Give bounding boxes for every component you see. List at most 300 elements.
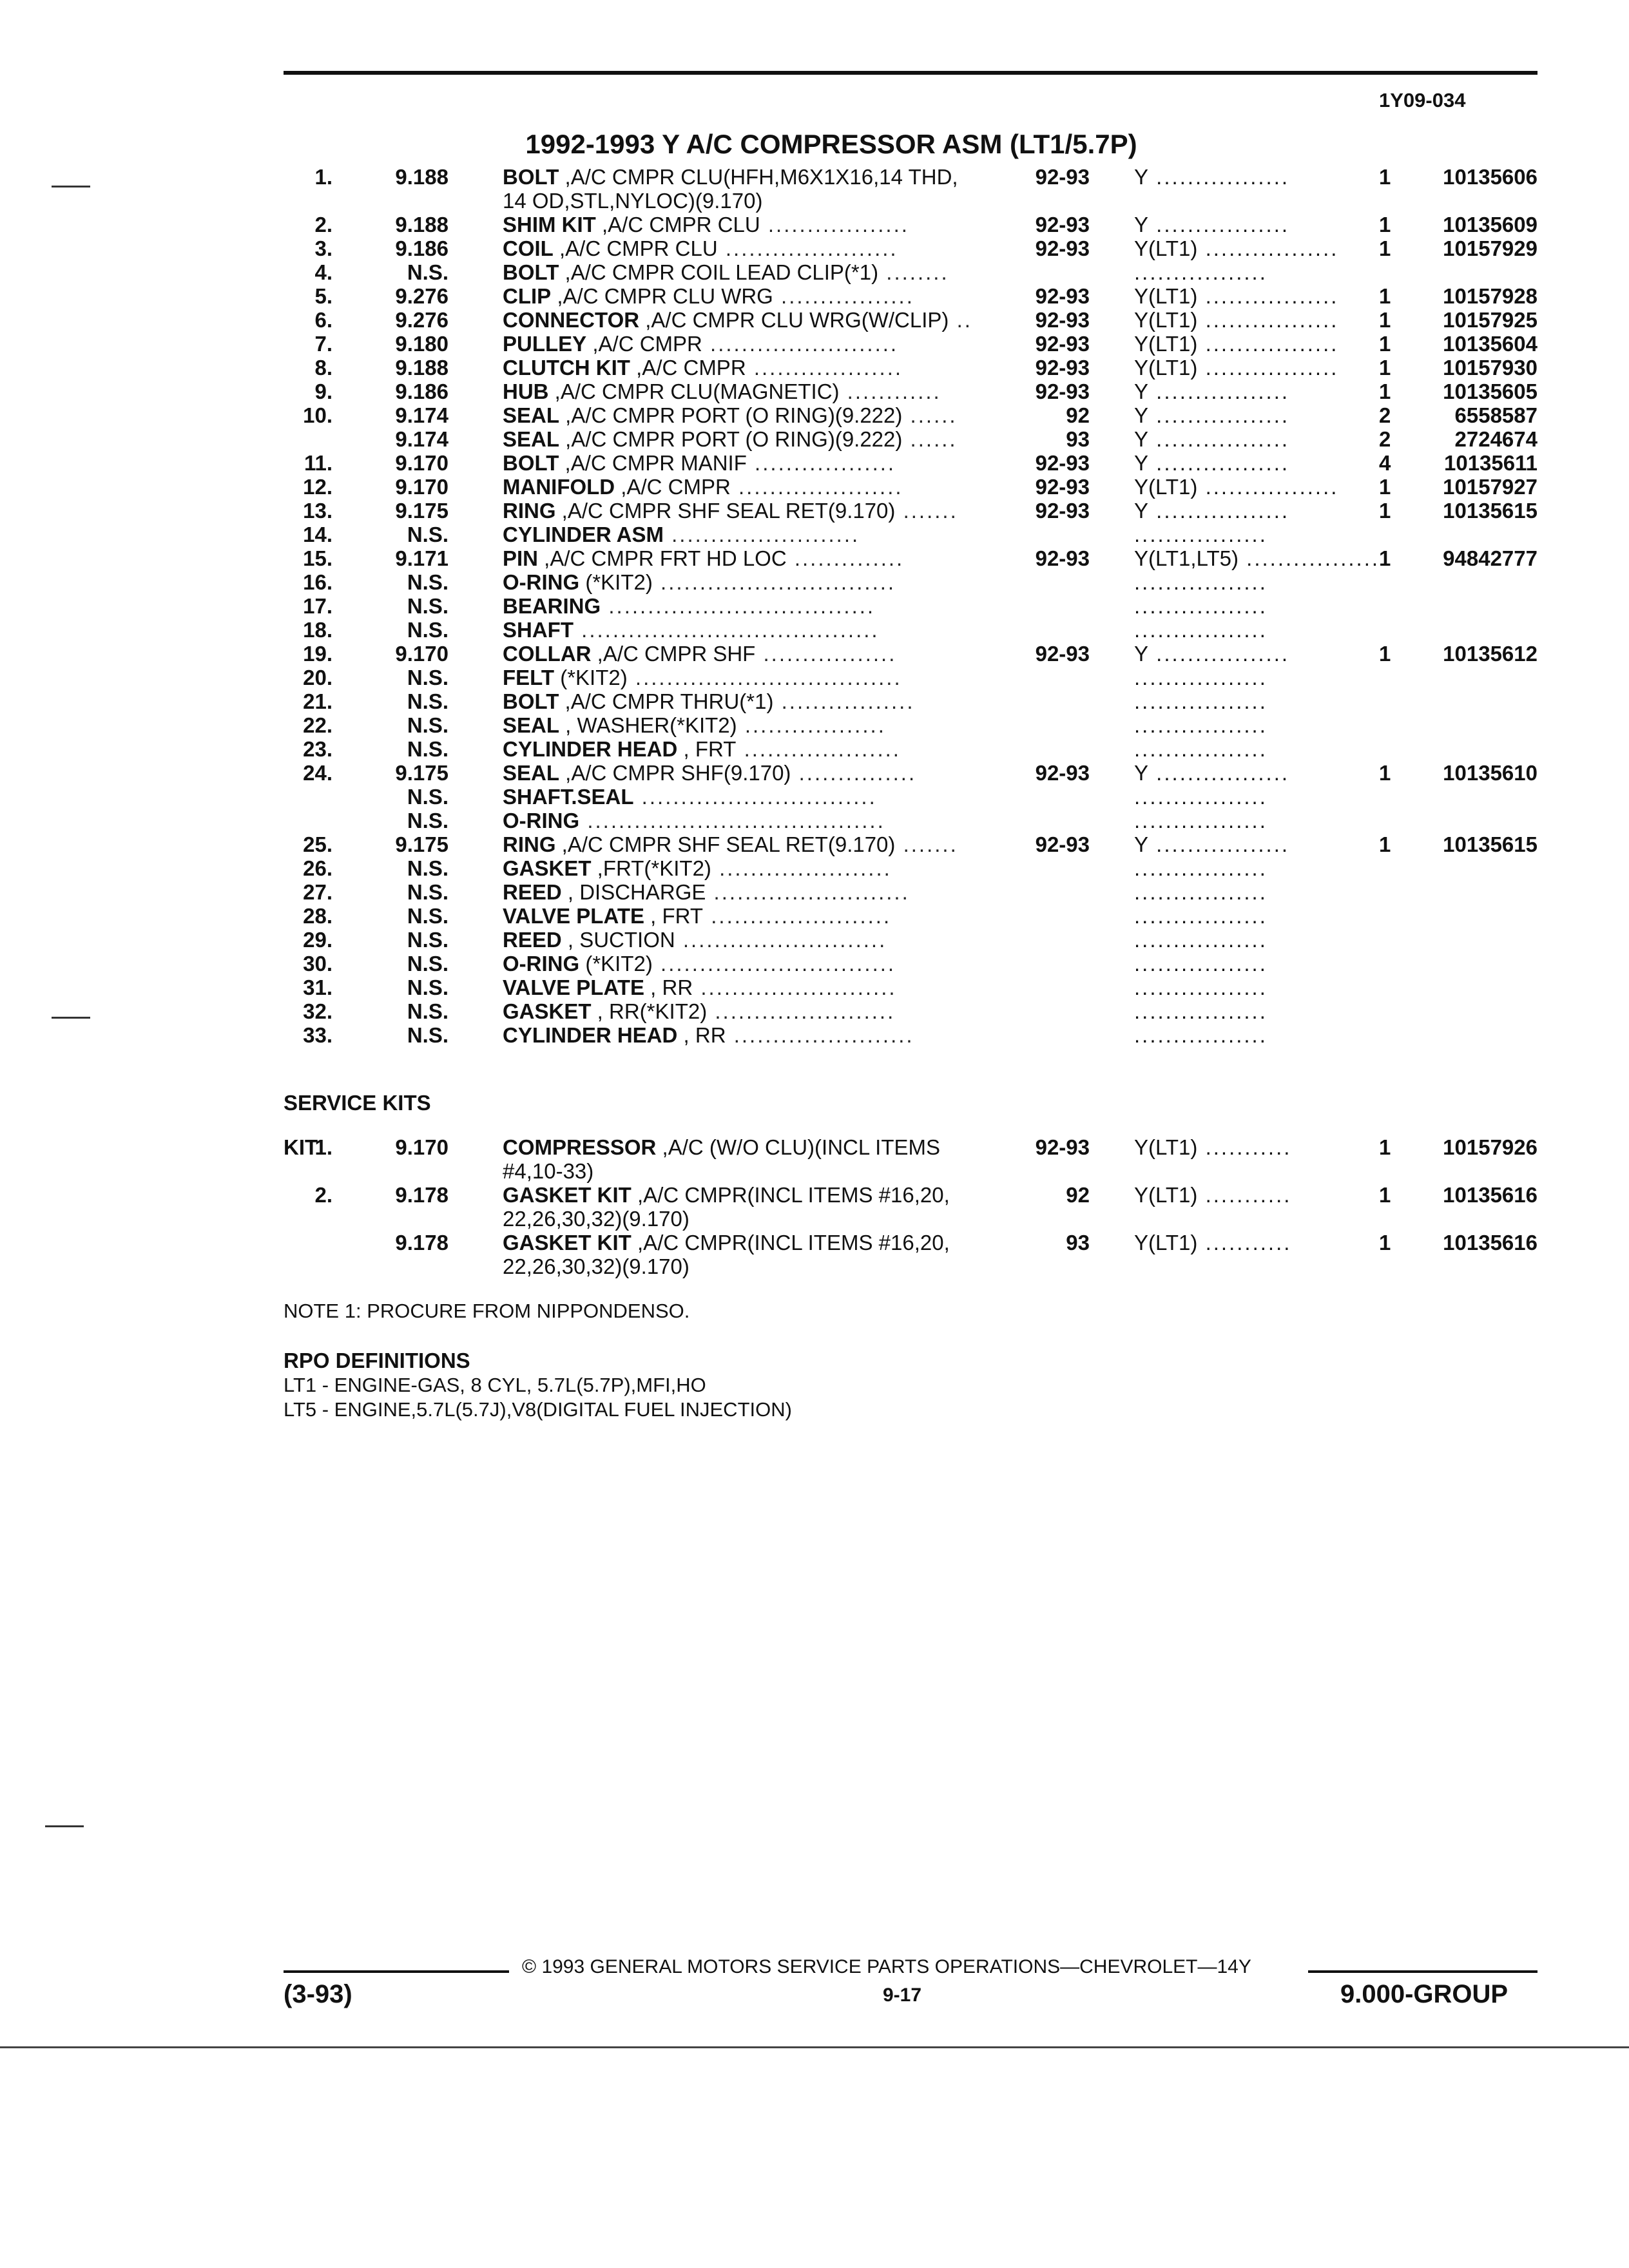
group-number: N.S. [407,737,448,761]
part-row [284,618,1537,642]
part-description [503,737,1037,761]
series-code [1134,928,1347,952]
part-row [284,713,1537,737]
part-detail: , RR [644,975,693,999]
part-description [503,689,1037,713]
part-description [503,284,1037,308]
model-years: 92-93 [1035,642,1090,666]
part-name: O-RING [503,570,580,594]
part-name: CYLINDER ASM [503,523,664,546]
part-name: SEAL [503,761,560,785]
part-detail: ,A/C CMPR FRT HD LOC [538,546,787,570]
part-name: CONNECTOR [503,308,640,332]
part-number: 10135615 [1443,499,1537,523]
part-description [503,713,1037,737]
group-number: 9.188 [395,213,448,236]
part-detail: , WASHER(*KIT2) [559,713,737,737]
part-row [284,451,1537,475]
part-number: 10157927 [1443,475,1537,499]
part-row [284,689,1537,713]
series-code [1134,713,1347,737]
series-code [1134,1135,1347,1159]
series-leader: ................. [1148,499,1290,523]
part-description [503,928,1037,952]
series-code [1134,380,1347,403]
part-row-continuation [284,1207,1537,1231]
series-code [1134,451,1347,475]
model-years: 92-93 [1035,284,1090,308]
series-code [1134,356,1347,380]
series-code [1134,666,1347,689]
part-detail: ,A/C CMPR MANIF [559,451,747,475]
part-detail: , RR(*KIT2) [591,999,708,1023]
series-code [1134,737,1347,761]
model-years: 92-93 [1035,236,1090,260]
part-row [284,403,1537,427]
group-number: 9.186 [395,380,448,403]
series-code [1134,975,1347,999]
item-number: 33. [303,1023,333,1047]
series-leader: ................. [1197,475,1339,499]
group-number: N.S. [407,666,448,689]
part-row [284,785,1537,809]
part-detail: , SUCTION [561,928,675,952]
group-number: 9.175 [395,761,448,785]
service-kits-list [284,1135,1537,1278]
series-code [1134,809,1347,832]
part-number: 10157926 [1443,1135,1537,1159]
part-name: GASKET [503,856,592,880]
group-number: 9.170 [395,1135,448,1159]
group-number: N.S. [407,928,448,952]
part-name: O-RING [503,952,580,975]
part-row [284,975,1537,999]
part-name: PULLEY [503,332,587,356]
series-code [1134,952,1347,975]
page-code: 1Y09-034 [1379,89,1466,111]
series-leader: ................. [1239,546,1380,570]
part-number: 10135611 [1443,451,1537,475]
series-leader: ................. [1134,713,1268,737]
group-number: 9.170 [395,451,448,475]
part-description [503,403,1037,427]
part-name: CLIP [503,284,552,308]
dot-leader: .................. [760,213,909,236]
item-number: 7. [314,332,333,356]
series-code [1134,618,1347,642]
group-number: N.S. [407,713,448,737]
bottom-scan-line [0,2046,1629,2048]
dot-leader: ....... [895,499,958,523]
quantity: 1 [1379,761,1391,785]
model-years: 92 [1066,1183,1090,1207]
part-number: 10135616 [1443,1183,1537,1207]
dot-leader: ................. [773,689,915,713]
group-number: N.S. [407,570,448,594]
part-number: 10135610 [1443,761,1537,785]
series-value: Y [1134,427,1149,451]
dot-leader: ....................... [726,1023,914,1047]
part-number: 10157925 [1443,308,1537,332]
part-row [284,499,1537,523]
part-row [284,594,1537,618]
series-code [1134,213,1347,236]
series-code [1134,308,1347,332]
series-code [1134,284,1347,308]
part-row [284,809,1537,832]
series-value: Y(LT1) [1134,475,1198,499]
series-code [1134,785,1347,809]
quantity: 1 [1379,642,1391,666]
series-leader: ................. [1134,570,1268,594]
part-row [284,332,1537,356]
part-row-continuation [284,189,1537,213]
series-leader: ................. [1134,856,1268,880]
series-leader: ................. [1134,975,1268,999]
group-number: N.S. [407,999,448,1023]
item-number: 4. [314,260,333,284]
series-value: Y [1134,761,1149,785]
kit-row [284,1135,1537,1159]
dot-leader: ......................... [693,975,897,999]
dot-leader: .................................. [627,666,902,689]
group-number: N.S. [407,809,448,832]
part-number: 10157929 [1443,236,1537,260]
quantity: 1 [1379,475,1391,499]
part-name: GASKET KIT [503,1183,631,1207]
series-value: Y(LT1) [1134,356,1198,380]
series-value: Y [1134,380,1149,403]
series-value: Y(LT1) [1134,1183,1198,1207]
part-detail: , DISCHARGE [561,880,706,904]
service-kits-heading: SERVICE KITS [284,1091,431,1115]
series-leader: ................. [1134,737,1268,761]
part-name: CYLINDER HEAD [503,1023,678,1047]
group-number: 9.188 [395,165,448,189]
series-code [1134,260,1347,284]
series-code [1134,904,1347,928]
model-years: 92-93 [1035,332,1090,356]
dot-leader: ...................................... [579,809,885,832]
series-leader: ................. [1134,880,1268,904]
part-row [284,1023,1537,1047]
dot-leader: .............................. [633,785,877,809]
model-years: 92-93 [1035,1135,1090,1159]
part-row [284,308,1537,332]
part-row [284,284,1537,308]
part-description-continued: 22,26,30,32)(9.170) [503,1254,689,1278]
part-detail: , FRT [677,737,737,761]
part-name: VALVE PLATE [503,975,645,999]
part-name: BEARING [503,594,601,618]
series-value: Y [1134,403,1149,427]
series-code [1134,594,1347,618]
dot-leader: .............. [786,546,905,570]
group-number: 9.180 [395,332,448,356]
part-description [503,975,1037,999]
series-value: Y [1134,832,1149,856]
part-description [503,618,1037,642]
series-code [1134,523,1347,546]
series-leader: ................. [1134,928,1268,952]
series-code [1134,403,1347,427]
part-description-continued: 22,26,30,32)(9.170) [503,1207,689,1231]
quantity: 1 [1379,499,1391,523]
part-name: BOLT [503,689,559,713]
part-name: SEAL [503,713,560,737]
group-number: 9.188 [395,356,448,380]
part-detail: ,A/C CMPR SHF SEAL RET(9.170) [555,832,896,856]
part-number: 10135605 [1443,380,1537,403]
quantity: 2 [1379,403,1391,427]
part-description [503,642,1037,666]
part-name: O-RING [503,809,580,832]
item-number: 1. [314,165,333,189]
item-number: 29. [303,928,333,952]
part-name: BOLT [503,260,559,284]
parts-list [284,165,1537,1047]
series-leader: ................. [1148,165,1290,189]
item-number: 5. [314,284,333,308]
part-row [284,475,1537,499]
quantity: 1 [1379,380,1391,403]
part-description [503,165,1037,189]
quantity: 2 [1379,427,1391,451]
part-description [503,523,1037,546]
part-row [284,928,1537,952]
part-row [284,999,1537,1023]
quantity: 1 [1379,284,1391,308]
series-code [1134,1183,1347,1207]
part-detail: , FRT [644,904,704,928]
part-name: COMPRESSOR [503,1135,657,1159]
part-name: BOLT [503,451,559,475]
dot-leader: .............................. [652,952,896,975]
dot-leader: ..................... [730,475,903,499]
group-number: 9.276 [395,308,448,332]
note-text: NOTE 1: PROCURE FROM NIPPONDENSO. [284,1300,690,1322]
quantity: 1 [1379,1183,1391,1207]
part-name: HUB [503,380,549,403]
series-leader: ................. [1148,642,1290,666]
part-description [503,570,1037,594]
dot-leader: ......................... [706,880,910,904]
item-number: 19. [303,642,333,666]
part-detail: (*KIT2) [554,666,628,689]
item-number: 2. [314,1183,333,1207]
series-value: Y(LT1) [1134,1231,1198,1254]
part-description [503,999,1037,1023]
model-years: 93 [1066,427,1090,451]
model-years: 92-93 [1035,356,1090,380]
item-number: 9. [314,380,333,403]
dot-leader: ............... [791,761,917,785]
model-years: 92-93 [1035,380,1090,403]
item-number: 17. [303,594,333,618]
part-detail: (*KIT2) [579,952,653,975]
model-years: 92-93 [1035,499,1090,523]
series-value: Y(LT1) [1134,308,1198,332]
part-name: SHAFT.SEAL [503,785,634,809]
quantity: 1 [1379,1231,1391,1254]
group-number: 9.174 [395,427,448,451]
series-leader: ................. [1134,689,1268,713]
top-rule [284,71,1537,75]
series-code [1134,856,1347,880]
part-detail: ,A/C CMPR CLU WRG(W/CLIP) [639,308,949,332]
model-years: 92-93 [1035,832,1090,856]
series-leader: ................. [1134,904,1268,928]
part-detail: ,A/C CMPR [615,475,731,499]
dot-leader: .................. [737,713,886,737]
quantity: 1 [1379,236,1391,260]
item-number: 31. [303,975,333,999]
part-number: 6558587 [1454,403,1537,427]
part-description [503,832,1037,856]
series-value: Y(LT1,LT5) [1134,546,1239,570]
part-detail: ,A/C CMPR PORT (O RING)(9.222) [559,403,903,427]
part-row [284,880,1537,904]
part-description-continued: 14 OD,STL,NYLOC)(9.170) [503,189,763,213]
item-number: 3. [314,236,333,260]
part-number: 10135604 [1443,332,1537,356]
item-number: 8. [314,356,333,380]
part-description [503,427,1037,451]
item-number: 13. [303,499,333,523]
dot-leader: ...... [902,403,958,427]
series-leader: ................. [1197,332,1339,356]
series-code [1134,880,1347,904]
item-number: 22. [303,713,333,737]
part-description [503,380,1037,403]
margin-mark [45,1825,84,1827]
part-row [284,666,1537,689]
part-description [503,475,1037,499]
part-row-continuation [284,1254,1537,1278]
part-description [503,809,1037,832]
item-number: 32. [303,999,333,1023]
item-number: 26. [303,856,333,880]
part-description [503,332,1037,356]
dot-leader: ....................... [707,999,896,1023]
part-name: RING [503,499,556,523]
group-number: N.S. [407,856,448,880]
part-detail: ,A/C (W/O CLU)(INCL ITEMS [656,1135,940,1159]
part-name: REED [503,928,562,952]
series-value: Y(LT1) [1134,332,1198,356]
part-row [284,356,1537,380]
group-number: N.S. [407,594,448,618]
part-description [503,785,1037,809]
quantity: 1 [1379,1135,1391,1159]
part-row [284,904,1537,928]
item-number: 25. [303,832,333,856]
rpo-line-lt1: LT1 - ENGINE-GAS, 8 CYL, 5.7L(5.7P),MFI,HO [284,1374,706,1396]
part-name: MANIFOLD [503,475,615,499]
group-number: N.S. [407,618,448,642]
part-description [503,856,1037,880]
part-number: 94842777 [1443,546,1537,570]
model-years: 92-93 [1035,475,1090,499]
dot-leader: ....... [895,832,958,856]
part-detail: ,A/C CMPR CLU [553,236,718,260]
dot-leader: .................................. [601,594,876,618]
group-number: 9.174 [395,403,448,427]
part-description [503,213,1037,236]
part-description [503,451,1037,475]
quantity: 1 [1379,165,1391,189]
part-row [284,856,1537,880]
part-description-continued: #4,10-33) [503,1159,594,1183]
series-code [1134,427,1347,451]
group-number: 9.175 [395,499,448,523]
part-description [503,236,1037,260]
dot-leader: ............ [839,380,941,403]
footer-copyright: © 1993 GENERAL MOTORS SERVICE PARTS OPERATIONS—CHEVROLET—14Y [522,1956,1251,1977]
part-row [284,761,1537,785]
part-detail: ,A/C CMPR(INCL ITEMS #16,20, [631,1183,950,1207]
part-row [284,236,1537,260]
part-name: COIL [503,236,554,260]
part-detail: ,A/C CMPR COIL LEAD CLIP(*1) [559,260,879,284]
part-name: REED [503,880,562,904]
part-name: GASKET KIT [503,1231,631,1254]
quantity: 1 [1379,546,1391,570]
dot-leader: ................. [773,284,914,308]
part-detail: ,A/C CMPR CLU WRG [551,284,773,308]
item-number: 15. [303,546,333,570]
part-description [503,1183,1037,1207]
part-name: CLUTCH KIT [503,356,630,380]
series-code [1134,689,1347,713]
item-number: 16. [303,570,333,594]
part-description [503,952,1037,975]
footer-date-code: (3-93) [284,1980,352,2008]
series-leader: ................. [1134,785,1268,809]
series-code [1134,332,1347,356]
part-row [284,737,1537,761]
quantity: 1 [1379,213,1391,236]
group-number: N.S. [407,904,448,928]
part-description [503,356,1037,380]
quantity: 1 [1379,356,1391,380]
series-leader: ................. [1134,1023,1268,1047]
part-description [503,594,1037,618]
group-number: N.S. [407,952,448,975]
dot-leader: ................... [746,356,903,380]
series-leader: ........... [1197,1135,1292,1159]
item-number: 18. [303,618,333,642]
part-description [503,880,1037,904]
part-detail: ,A/C CMPR PORT (O RING)(9.222) [559,427,903,451]
group-number: N.S. [407,1023,448,1047]
series-leader: ................. [1197,284,1339,308]
series-code [1134,570,1347,594]
part-number: 10157928 [1443,284,1537,308]
part-description [503,546,1037,570]
part-detail: ,A/C CMPR CLU [595,213,760,236]
series-code [1134,475,1347,499]
group-number: 9.178 [395,1183,448,1207]
model-years: 92-93 [1035,546,1090,570]
dot-leader: ........ [878,260,949,284]
group-number: N.S. [407,880,448,904]
part-description [503,1231,1037,1254]
group-number: N.S. [407,785,448,809]
rpo-heading: RPO DEFINITIONS [284,1349,470,1372]
group-number: N.S. [407,260,448,284]
series-code [1134,642,1347,666]
